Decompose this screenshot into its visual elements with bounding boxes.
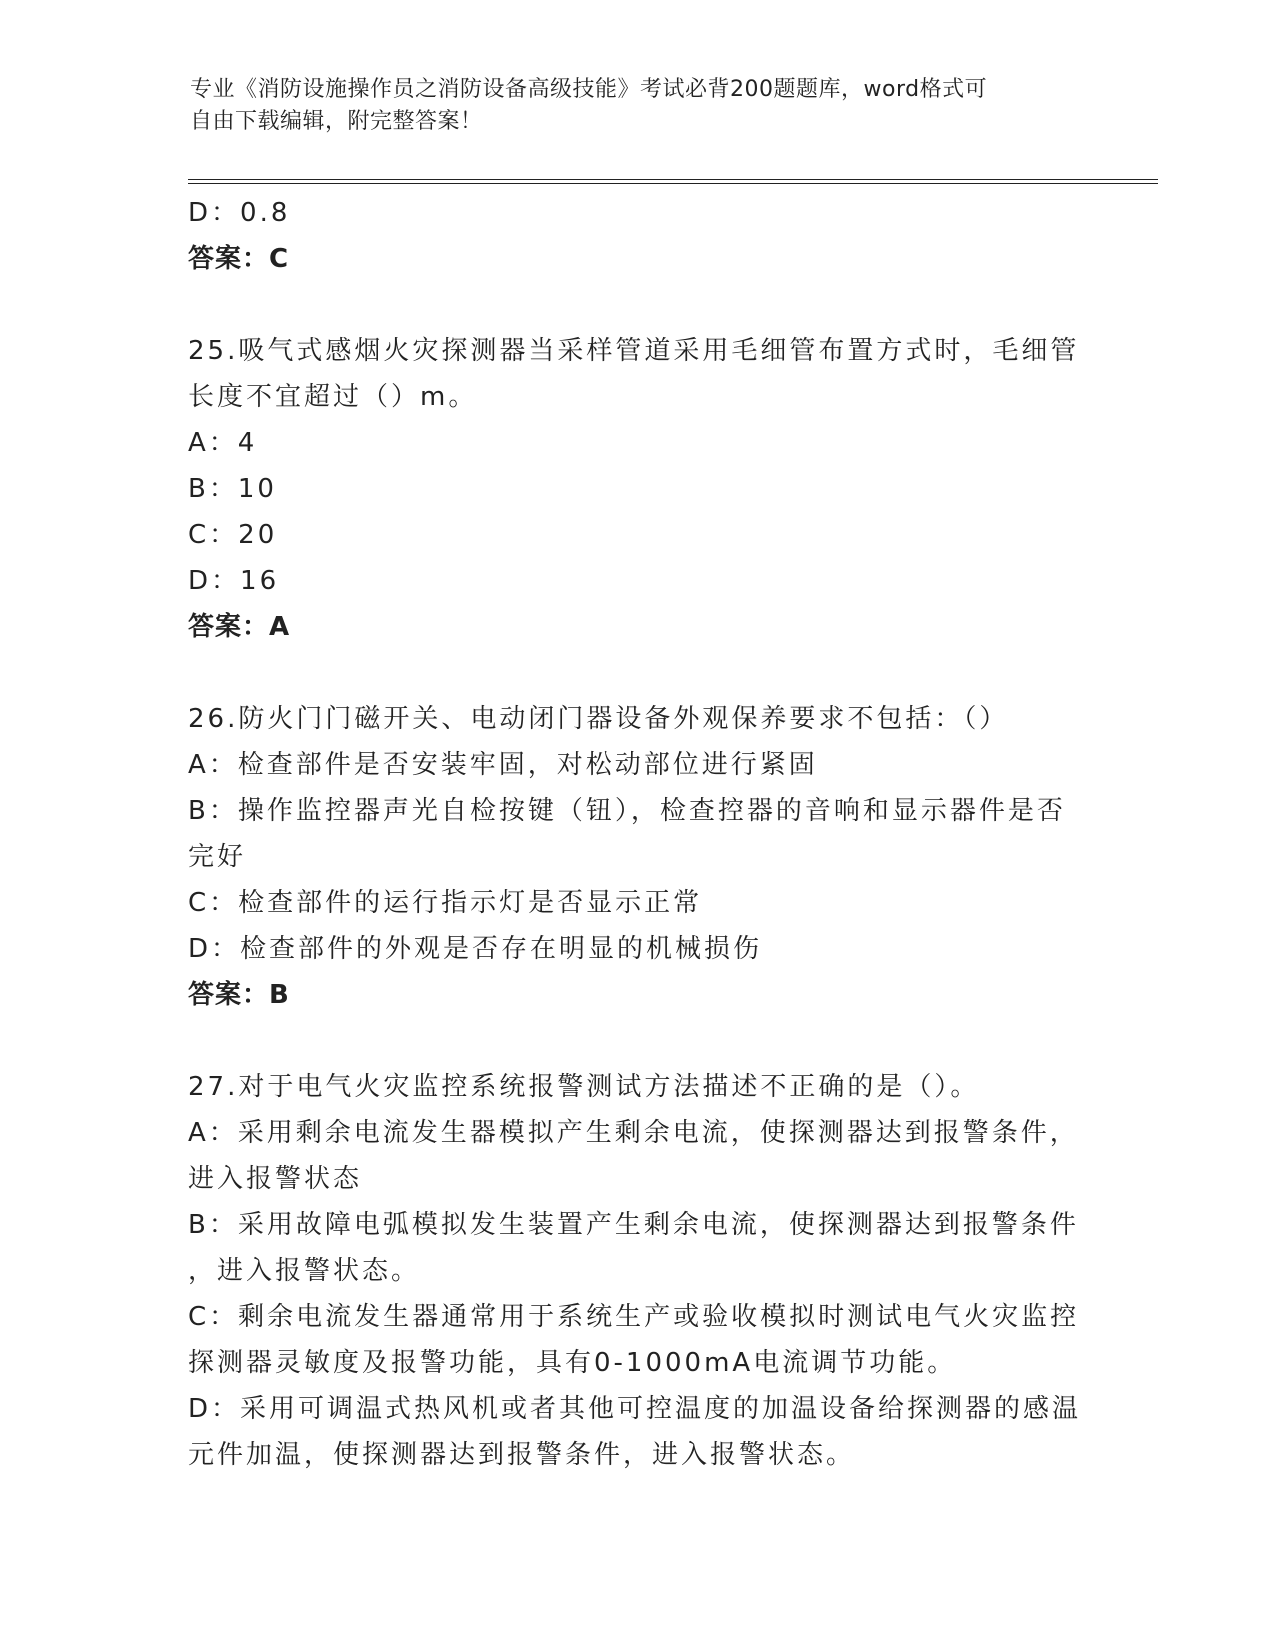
answer-label: 答案：C — [188, 244, 290, 274]
option-b: B：操作监控器声光自检按键（钮），检查控器的音响和显示器件是否 — [188, 796, 1066, 826]
option-b-continued: 完好 — [188, 842, 247, 872]
option-a: A：检查部件是否安装牢固，对松动部位进行紧固 — [188, 750, 818, 780]
option-c-continued: 探测器灵敏度及报警功能，具有0-1000mA电流调节功能。 — [188, 1348, 957, 1378]
document-body — [188, 190, 1088, 1478]
question-stem: 25.吸气式感烟火灾探测器当采样管道采用毛细管布置方式时，毛细管 — [188, 336, 1080, 366]
option-d: D：0.8 — [188, 198, 291, 228]
question-stem: 27.对于电气火灾监控系统报警测试方法描述不正确的是（）。 — [188, 1072, 980, 1102]
option-d: D：16 — [188, 566, 280, 596]
header-divider-top — [188, 179, 1158, 180]
spacer — [188, 1018, 1088, 1064]
spacer — [188, 650, 1088, 696]
option-c: C：20 — [188, 520, 278, 550]
question-27 — [188, 1064, 1088, 1478]
option-a: A：采用剩余电流发生器模拟产生剩余电流，使探测器达到报警条件， — [188, 1118, 1079, 1148]
question-stem: 26.防火门门磁开关、电动闭门器设备外观保养要求不包括：（） — [188, 704, 1009, 734]
answer-label: 答案：A — [188, 612, 291, 642]
option-c: C：剩余电流发生器通常用于系统生产或验收模拟时测试电气火灾监控 — [188, 1302, 1080, 1332]
spacer — [188, 282, 1088, 328]
header-line-2: 自由下载编辑，附完整答案！ — [190, 109, 483, 134]
option-b: B：采用故障电弧模拟发生装置产生剩余电流，使探测器达到报警条件 — [188, 1210, 1079, 1240]
option-a: A：4 — [188, 428, 258, 458]
option-b: B：10 — [188, 474, 277, 504]
option-b-continued: ，进入报警状态。 — [188, 1256, 421, 1286]
option-d: D：采用可调温式热风机或者其他可控温度的加温设备给探测器的感温 — [188, 1394, 1082, 1424]
previous-question-tail — [188, 190, 1088, 282]
question-stem: 长度不宜超过（）m。 — [188, 382, 478, 412]
document-header — [190, 74, 1090, 138]
question-26 — [188, 696, 1088, 1018]
header-divider-bottom — [188, 183, 1158, 184]
question-25 — [188, 328, 1088, 650]
option-d-continued: 元件加温，使探测器达到报警条件，进入报警状态。 — [188, 1440, 856, 1470]
answer-label: 答案：B — [188, 980, 290, 1010]
option-d: D：检查部件的外观是否存在明显的机械损伤 — [188, 934, 763, 964]
option-c: C：检查部件的运行指示灯是否显示正常 — [188, 888, 703, 918]
option-a-continued: 进入报警状态 — [188, 1164, 363, 1194]
header-line-1: 专业《消防设施操作员之消防设备高级技能》考试必背200题题库，word格式可 — [190, 77, 988, 102]
